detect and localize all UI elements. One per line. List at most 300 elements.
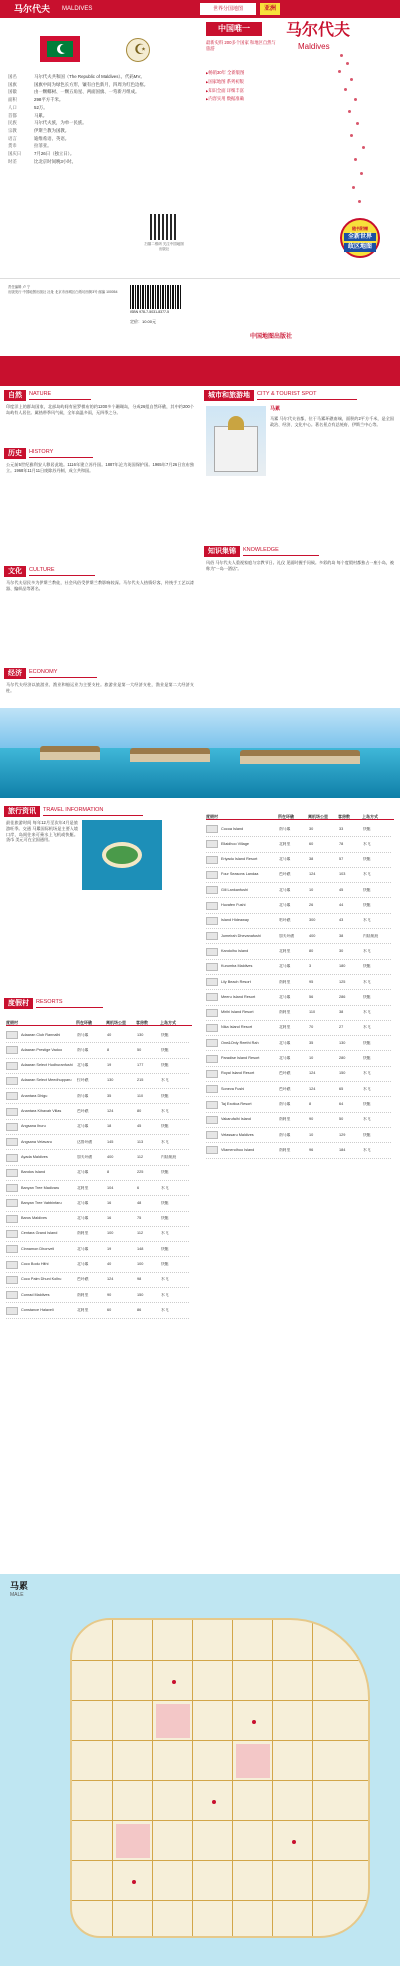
resort-row (206, 1021, 391, 1036)
resort-cell: 125 (339, 979, 346, 984)
city-photo (206, 406, 266, 476)
resort-cell: 27 (339, 1025, 344, 1030)
resort-row (206, 944, 391, 959)
resort-cell: Cinnamon Dhonveli (21, 1246, 55, 1251)
resort-cell: Cocoa Island (221, 826, 244, 831)
resort-row (206, 1082, 391, 1097)
resort-logo-icon (6, 1154, 18, 1162)
resort-cell: 北马累 (279, 994, 291, 999)
resort-cell: Banyan Tree Vabbinfaru (21, 1200, 62, 1205)
resort-cell: 40 (107, 1262, 112, 1267)
resort-cell: 86 (137, 1307, 142, 1312)
resort-cell: 快艇 (363, 903, 371, 908)
resort-cell: 南马累 (77, 1093, 89, 1098)
resort-cell: 北马累 (279, 964, 291, 969)
resort-cell: 130 (339, 1040, 346, 1045)
resort-logo-icon (206, 917, 218, 925)
resort-row (206, 1143, 391, 1158)
resort-cell: 215 (137, 1078, 144, 1083)
male-island-outline (70, 1618, 370, 1938)
resort-cell: 19 (107, 1246, 112, 1251)
resort-cell: Bandos Island (21, 1170, 46, 1175)
resort-cell: Adaaran Club Rannalhi (21, 1032, 61, 1037)
resort-cell: Four Seasons Landaa (221, 872, 259, 877)
resort-cell: 快艇 (161, 1063, 169, 1068)
resort-row (6, 1242, 189, 1257)
resort-cell: 400 (107, 1154, 114, 1159)
resort-cell: 103 (339, 872, 346, 877)
resort-cell: 100 (107, 1231, 114, 1236)
resort-cell: 148 (137, 1246, 144, 1251)
resort-row (206, 929, 391, 944)
resort-cell: 水飞 (363, 1086, 371, 1091)
cover-panel (200, 18, 400, 278)
resort-row (206, 822, 391, 837)
resort-cell: 10 (309, 1056, 314, 1061)
resort-cell: 124 (309, 1071, 316, 1076)
resort-cell: 64 (339, 1101, 344, 1106)
resort-cell: 南阿里 (77, 1231, 89, 1236)
resort-cell: 113 (137, 1139, 144, 1144)
resort-cell: Baros Maldives (21, 1216, 47, 1221)
flag-icon (40, 36, 80, 62)
fact-row: 国旗 国旗中间为绿色长方形，镶有白色新月，四周为红色边框。 (8, 81, 149, 87)
fact-row: 首都 马累。 (8, 112, 48, 118)
resort-cell: 水飞 (161, 1277, 169, 1282)
resort-cell: 加夫环礁 (279, 933, 295, 938)
resort-cell: 3 (309, 964, 312, 969)
resort-cell: 水飞 (363, 1147, 371, 1152)
resort-cell: 芭环礁 (279, 872, 291, 877)
resort-cell: 400 (309, 933, 316, 938)
resort-cell: 124 (309, 872, 316, 877)
section-resorts-heading: 度假村 RESORTS (4, 998, 103, 1009)
series-label: 世界分国地图 (200, 3, 256, 15)
resort-row (6, 1028, 189, 1043)
resort-row (6, 1043, 189, 1058)
resort-cell: 56 (309, 994, 314, 999)
resort-logo-icon (6, 1077, 18, 1085)
resort-cell: 快艇 (363, 994, 371, 999)
resort-logo-icon (206, 1146, 218, 1154)
resort-logo-icon (6, 1245, 18, 1253)
resort-cell: 50 (137, 1047, 142, 1052)
cover-tagline: 最新史料 200多个国家 和地区自然与旅游 (206, 40, 276, 52)
resort-cell: 45 (137, 1124, 142, 1129)
resort-cell: Nika Island Resort (221, 1025, 253, 1030)
section-economy-heading: 经济 ECONOMY (4, 668, 97, 679)
resort-cell: 80 (309, 948, 314, 953)
resort-cell: 水飞 (161, 1231, 169, 1236)
resort-cell: 内陆航班 (161, 1154, 177, 1159)
qr-code-icon[interactable] (150, 214, 176, 240)
resort-cell: 177 (137, 1063, 144, 1068)
national-emblem-icon: ☪ (120, 32, 156, 68)
resort-cell: Banyan Tree Madivaru (21, 1185, 60, 1190)
fact-row: 货币 拉菲亚。 (8, 143, 52, 149)
resort-cell: 98 (137, 1277, 142, 1282)
resort-cell: 水飞 (161, 1185, 169, 1190)
resort-cell: 16 (107, 1216, 112, 1221)
resort-cell: 8 (309, 1101, 312, 1106)
resort-logo-icon (6, 1230, 18, 1238)
map-subtitle: MALE (10, 1592, 24, 1598)
cover-bullet: ▶ 国家地图 系列初版 (206, 79, 276, 85)
resort-logo-icon (6, 1092, 18, 1100)
resort-cell: 哈环礁 (279, 918, 291, 923)
resort-logo-icon (206, 978, 218, 986)
resort-cell: 30 (339, 948, 344, 953)
resort-cell: 44 (339, 903, 344, 908)
resort-cell: 112 (137, 1154, 144, 1159)
resort-cell: 快艇 (363, 964, 371, 969)
resort-cell: 78 (339, 841, 344, 846)
resort-logo-icon (206, 932, 218, 940)
resort-row (206, 1052, 391, 1067)
resort-row (206, 868, 391, 883)
resort-cell: 南马累 (279, 826, 291, 831)
resort-logo-icon (6, 1108, 18, 1116)
resort-cell: 南马累 (77, 1047, 89, 1052)
resort-cell: 快艇 (363, 1101, 371, 1106)
resort-cell: Anantara Kihavah Villas (21, 1109, 62, 1114)
resort-cell: 水飞 (161, 1109, 169, 1114)
resort-logo-icon (206, 1116, 218, 1124)
resort-cell: 水飞 (363, 979, 371, 984)
resort-cell: 水飞 (161, 1292, 169, 1297)
resort-logo-icon (206, 1070, 218, 1078)
isbn-label: ISBN 978-7-5031-8377-5 (130, 310, 170, 314)
resort-cell: 北阿里 (279, 841, 291, 846)
resort-cell: Kurumba Maldives (221, 964, 253, 969)
fact-row: 国庆日 7月26日（独立日）。 (8, 151, 75, 157)
resort-table-right-header: 度假村 所在环礁 离机场公里 客房数 上岛方式 (206, 806, 394, 820)
resort-row (6, 1059, 189, 1074)
resort-logo-icon (206, 1085, 218, 1093)
resort-cell: Island Hideaway (221, 918, 249, 923)
resort-cell: 65 (339, 1086, 344, 1091)
resort-cell: 水飞 (363, 918, 371, 923)
resort-row (6, 1074, 189, 1089)
resort-cell: 北阿里 (279, 1025, 291, 1030)
section-nature-heading: 自然 NATURE (4, 390, 91, 401)
resort-cell: Royal Island Resort (221, 1071, 255, 1076)
resort-cell: 100 (137, 1262, 144, 1267)
resort-logo-icon (6, 1169, 18, 1177)
resort-row (6, 1212, 189, 1227)
resort-row (6, 1196, 189, 1211)
overwater-villas-photo (0, 708, 400, 798)
fact-row: 国名 马尔代夫共和国（The Republic of Maldives）。代码MV。 (8, 74, 145, 79)
resort-row (6, 1120, 189, 1135)
price-label: 定价：10.00元 (130, 319, 157, 324)
resort-cell: 150 (137, 1292, 144, 1297)
resort-row (206, 1097, 391, 1112)
resort-cell: 芭环礁 (279, 1086, 291, 1091)
resort-cell: 快艇 (363, 857, 371, 862)
resort-cell: 16 (107, 1200, 112, 1205)
resort-logo-icon (206, 1024, 218, 1032)
resort-cell: 50 (339, 1117, 344, 1122)
section-nature-text: 印度洋上的群岛国家，北部岛屿间有星罗棋布的约1200多个珊瑚岛，分成26组自然环礁，其中约200个岛屿有人居住。属热带季风气候，全年高温多雨，无四季之分。 (6, 404, 194, 415)
resort-cell: 225 (137, 1170, 144, 1175)
resort-cell: 水飞 (363, 1025, 371, 1030)
resort-cell: Adaaran Select Meedhupparu (21, 1078, 72, 1083)
country-facts-panel (0, 18, 200, 278)
resort-logo-icon (6, 1276, 18, 1284)
resort-cell: 10 (309, 887, 314, 892)
fact-row: 语言 迪维希语、英语。 (8, 135, 70, 141)
resort-cell: 184 (339, 1147, 346, 1152)
resort-cell: Ayada Maldives (21, 1154, 48, 1159)
publisher-info: 责任编辑 卢 宁 出版发行 中国地图出版社 社址 北京市西城区白纸坊西街3号 邮编 100054 (8, 285, 118, 294)
resort-cell: 快艇 (363, 1132, 371, 1137)
resort-cell: 112 (137, 1231, 144, 1236)
resort-logo-icon (6, 1261, 18, 1269)
resort-cell: 10 (309, 1132, 314, 1137)
section-history-heading: 历史 HISTORY (4, 448, 93, 459)
resort-cell: 达鲁环礁 (77, 1139, 93, 1144)
resort-cell: 130 (107, 1078, 114, 1083)
resort-row (6, 1150, 189, 1165)
resort-cell: 35 (309, 1040, 314, 1045)
resort-logo-icon (206, 825, 218, 833)
resort-cell: Meeru Island Resort (221, 994, 256, 999)
resort-cell: 北马累 (77, 1124, 89, 1129)
resort-cell: 124 (107, 1109, 114, 1114)
resort-cell: 130 (137, 1032, 144, 1037)
resort-logo-icon (6, 1062, 18, 1070)
cover-title-zh: 马尔代夫 (286, 22, 351, 39)
resort-row (206, 990, 391, 1005)
resort-cell: 快艇 (161, 1093, 169, 1098)
resort-logo-icon (6, 1291, 18, 1299)
resort-row (206, 899, 391, 914)
resort-cell: 90 (107, 1292, 112, 1297)
section-city-text: 马累 马尔代夫首都，位于马累环礁南端，面积约2平方千米，是全国政治、经济、文化中心。著名景点有总统府、伊斯兰中心等。 (270, 416, 394, 427)
section-travel-heading: 旅行资讯 TRAVEL INFORMATION (4, 806, 143, 817)
aerial-island-photo (82, 820, 162, 890)
resort-cell: 水飞 (161, 1139, 169, 1144)
resort-cell: 38 (339, 933, 344, 938)
fact-row: 时差 比北京时间晚3小时。 (8, 158, 76, 164)
cover-badge: 中国唯一 (206, 22, 262, 36)
resort-logo-icon (206, 993, 218, 1001)
resort-cell: 快艇 (161, 1047, 169, 1052)
resort-logo-icon (6, 1184, 18, 1192)
section-city-heading: 城市和旅游地 CITY & TOURIST SPOT (204, 390, 357, 401)
content-body (0, 386, 400, 1966)
resort-cell: 南阿里 (279, 1147, 291, 1152)
resort-cell: 快艇 (363, 826, 371, 831)
resort-cell: 38 (309, 857, 314, 862)
resort-cell: 北阿里 (77, 1307, 89, 1312)
resort-logo-icon (206, 871, 218, 879)
resort-cell: 45 (339, 887, 344, 892)
city-name: 马累 (270, 406, 281, 412)
resort-cell: 33 (339, 826, 344, 831)
resort-cell: 北马累 (77, 1262, 89, 1267)
resort-logo-icon (206, 902, 218, 910)
resort-logo-icon (206, 1055, 218, 1063)
resort-logo-icon (206, 1131, 218, 1139)
bibliographic-info (0, 278, 400, 356)
resort-row (206, 853, 391, 868)
resort-logo-icon (6, 1199, 18, 1207)
resort-cell: 124 (309, 1086, 316, 1091)
resort-cell: Constance Halaveli (21, 1307, 54, 1312)
resort-cell: 快艇 (161, 1124, 169, 1129)
resort-cell: 95 (309, 979, 314, 984)
resort-cell: 43 (339, 918, 344, 923)
resort-logo-icon (6, 1307, 18, 1315)
resort-cell: Coco Palm Dhuni Kolhu (21, 1277, 62, 1282)
resort-cell: 南阿里 (77, 1292, 89, 1297)
resort-cell: 8 (107, 1047, 110, 1052)
resort-cell: 280 (339, 1056, 346, 1061)
resort-cell: 北马累 (77, 1200, 89, 1205)
resort-cell: Coco Bodu Hithi (21, 1262, 49, 1267)
resort-cell: 南马累 (279, 1132, 291, 1137)
resort-cell: 北阿里 (77, 1185, 89, 1190)
resort-row (6, 1166, 189, 1181)
resort-cell: Vilamendhoo Island (221, 1147, 255, 1152)
resort-cell: 70 (309, 1025, 314, 1030)
section-economy-text: 马尔代夫经济以旅游业、渔业和船运业为主要支柱。旅游业是第一大经济支柱，渔业是第二大经济支柱。 (6, 682, 194, 693)
resort-cell: 快艇 (161, 1262, 169, 1267)
resort-cell: 北马累 (279, 887, 291, 892)
fact-row: 宗教 伊斯兰教为国教。 (8, 128, 70, 134)
header-title-zh: 马尔代夫 (14, 4, 51, 14)
resort-cell: 加夫环礁 (77, 1154, 93, 1159)
resort-cell: 北马累 (77, 1063, 89, 1068)
resort-cell: 北马累 (279, 857, 291, 862)
resort-cell: 90 (309, 1117, 314, 1122)
resort-cell: 快艇 (363, 1056, 371, 1061)
resort-row (206, 837, 391, 852)
resort-row (206, 975, 391, 990)
resort-cell: 110 (137, 1093, 144, 1098)
resort-cell: Lily Beach Resort (221, 979, 251, 984)
resort-logo-icon (206, 1009, 218, 1017)
resort-cell: 145 (107, 1139, 114, 1144)
resort-cell: 快艇 (363, 1040, 371, 1045)
map-title: 马累 (10, 1581, 29, 1591)
resort-cell: 南马累 (77, 1032, 89, 1037)
cover-bullets (206, 70, 276, 105)
resort-cell: 北马累 (279, 1040, 291, 1045)
resort-cell: Gili Lankanfushi (221, 887, 249, 892)
resort-cell: One&Only Reethi Rah (221, 1040, 259, 1045)
resort-cell: 110 (309, 1010, 316, 1015)
promo-seal: 随书附赠 全新世界 政区地图 (340, 218, 380, 258)
resort-cell: Conrad Maldives (21, 1292, 50, 1297)
resort-cell: 180 (339, 964, 346, 969)
resort-logo-icon (6, 1046, 18, 1054)
resort-cell: 6 (137, 1185, 140, 1190)
resort-table-left-header: 度假村 所在环礁 离机场公里 客房数 上岛方式 (6, 1012, 192, 1026)
section-culture-heading: 文化 CULTURE (4, 566, 95, 577)
male-city-map[interactable] (0, 1574, 400, 1966)
resort-cell: 19 (107, 1063, 112, 1068)
resort-cell: 40 (107, 1032, 112, 1037)
resort-cell: 104 (107, 1185, 114, 1190)
resort-cell: Anantara Dhigu (21, 1093, 48, 1098)
resort-cell: 26 (309, 903, 314, 908)
resort-cell: Angsana Velavaru (21, 1139, 52, 1144)
fact-row: 人口 52万。 (8, 104, 48, 110)
resort-cell: 快艇 (161, 1200, 169, 1205)
section-history-text: 公元前5世纪雅利安人移居此地。1116年建立苏丹国。1887年沦为英国保护国。1965年7月26日宣布独立。1968年11月11日废除苏丹制，成立共和国。 (6, 462, 194, 473)
resort-cell: 60 (107, 1307, 112, 1312)
resort-row (206, 883, 391, 898)
resort-cell: Velassaru Maldives (221, 1132, 254, 1137)
resort-logo-icon (206, 1039, 218, 1047)
resort-cell: Kandolhu Island (221, 948, 249, 953)
resort-row (206, 1067, 391, 1082)
resort-cell: 水飞 (161, 1307, 169, 1312)
qr-caption: 扫描二维码 关注中国地图出版社 (144, 242, 184, 251)
resort-row (206, 1036, 391, 1051)
resort-cell: Jumeirah Dhevanafushi (221, 933, 261, 938)
resort-cell: 拉环礁 (77, 1078, 89, 1083)
resort-cell: 38 (339, 1010, 344, 1015)
resort-cell: 60 (309, 841, 314, 846)
resort-cell: Vakarufalhi Island (221, 1117, 251, 1122)
section-culture-text: 马尔代夫居民多为伊斯兰教徒，社会风俗受伊斯兰教影响较深。马尔代夫人热情好客，传统手工艺以漆器、编织品等著名。 (6, 580, 194, 591)
header-title-en: MALDIVES (62, 6, 93, 12)
resort-cell: Ellaidhoo Village (221, 841, 250, 846)
resort-cell: 35 (107, 1093, 112, 1098)
region-label: 亚洲 (260, 3, 280, 15)
resort-row (6, 1273, 189, 1288)
resort-cell: Eriyadu Island Resort (221, 857, 258, 862)
resort-logo-icon (6, 1215, 18, 1223)
resort-cell: 北马累 (77, 1216, 89, 1221)
resort-row (206, 1128, 391, 1143)
resort-cell: 内陆航班 (363, 933, 379, 938)
section-travel-text: 最佳旅游时间 每年12月至次年4月是旅游旺季。交通 马累国际机场是主要入境口岸，岛间往来可乘水上飞机或快艇。货币 美元可在全国通用。 (6, 820, 78, 843)
top-header-bar (0, 0, 400, 18)
cover-bullet: ▶ 内容实用 数据准确 (206, 96, 276, 102)
resort-row (206, 1006, 391, 1021)
resort-logo-icon (206, 886, 218, 894)
resort-row (6, 1089, 189, 1104)
facts-list (8, 74, 198, 167)
fact-row: 面积 298平方千米。 (8, 97, 64, 103)
resort-cell: Taj Exotica Resort (221, 1101, 252, 1106)
resort-cell: 286 (339, 994, 346, 999)
resort-cell: 芭环礁 (77, 1109, 89, 1114)
divider-band (0, 356, 400, 386)
resort-row (6, 1181, 189, 1196)
resort-cell: 水飞 (363, 1117, 371, 1122)
resort-cell: 水飞 (161, 1078, 169, 1083)
resort-cell: 8 (107, 1170, 110, 1175)
resort-cell: 300 (309, 918, 316, 923)
resort-row (206, 914, 391, 929)
resort-cell: 北阿里 (279, 948, 291, 953)
resort-logo-icon (206, 1101, 218, 1109)
resort-cell: Mirihi Island Resort (221, 1010, 254, 1015)
fact-row: 民族 马尔代夫族，为单一民族。 (8, 120, 87, 126)
resort-cell: Angsana Ihuru (21, 1124, 46, 1129)
section-knowledge-heading: 知识集锦 KNOWLEDGE (204, 546, 319, 557)
resort-logo-icon (206, 840, 218, 848)
resort-logo-icon (6, 1031, 18, 1039)
resort-row (6, 1135, 189, 1150)
resort-cell: 南马累 (279, 1101, 291, 1106)
